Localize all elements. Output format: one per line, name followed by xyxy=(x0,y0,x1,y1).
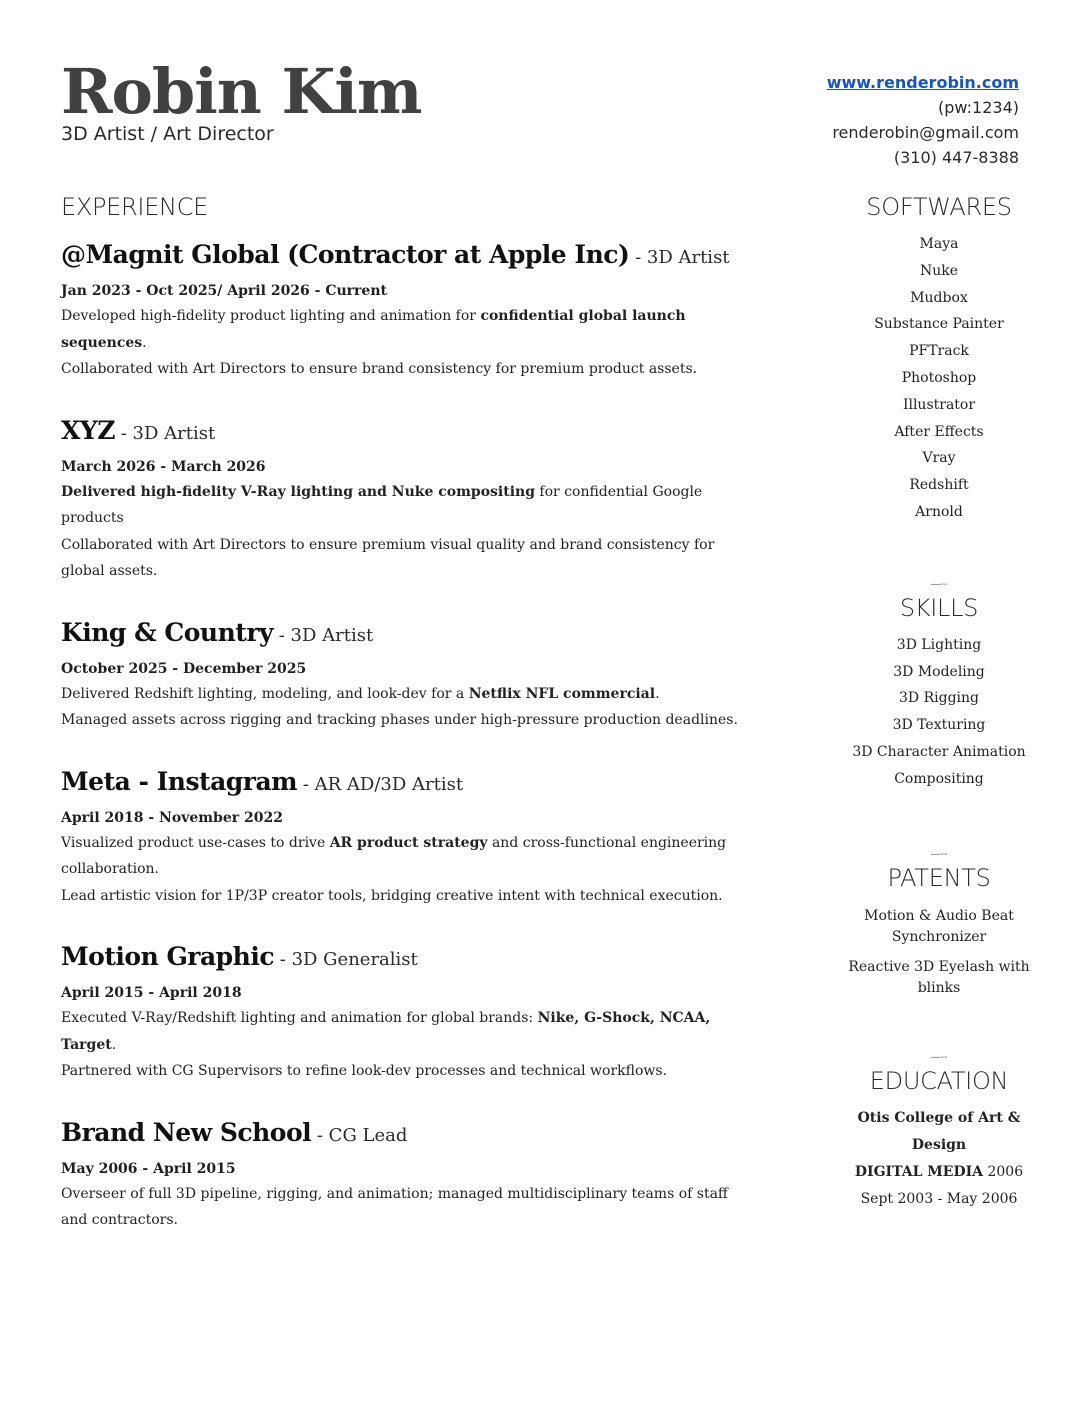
highlight-text: Nike, G-Shock, NCAA, Target xyxy=(61,1010,711,1053)
job-dates: October 2025 - December 2025 xyxy=(61,660,307,677)
job-role: - 3D Artist xyxy=(115,422,216,444)
software-item: Photoshop xyxy=(901,369,977,386)
email-text: renderobin@gmail.com xyxy=(832,123,1019,142)
description-line xyxy=(61,1181,741,1234)
software-item: Redshift xyxy=(909,477,969,494)
software-item: Arnold xyxy=(915,503,963,520)
job-dates: March 2026 - March 2026 xyxy=(61,458,266,475)
patent-item: Motion & Audio Beat Synchronizer xyxy=(864,907,1014,945)
job-entry xyxy=(61,415,741,585)
description-line xyxy=(61,681,741,708)
job-entry xyxy=(61,1117,741,1234)
software-item: PFTrack xyxy=(909,343,969,360)
description-text: Executed V-Ray/Redshift lighting and animation for global brands: xyxy=(61,1010,538,1026)
job-description xyxy=(61,479,741,585)
job-company: @Magnit Global (Contractor at Apple Inc) xyxy=(61,240,630,269)
description-text: Partnered with CG Supervisors to refine look-dev processes and technical workflows. xyxy=(61,1063,668,1079)
job-role: - 3D Generalist xyxy=(274,949,418,970)
job-entry xyxy=(61,617,741,734)
patent-item: Reactive 3D Eyelash with blinks xyxy=(848,958,1030,996)
description-text: Collaborated with Art Directors to ensure brand consistency for premium product assets. xyxy=(61,361,698,377)
job-role: - AR AD/3D Artist xyxy=(297,773,464,795)
degree-year: 2006 xyxy=(983,1163,1024,1180)
contact-block xyxy=(827,70,1019,170)
job-header xyxy=(61,941,741,976)
school-name: Otis College of Art & Design xyxy=(857,1109,1021,1153)
job-dates: May 2006 - April 2015 xyxy=(61,1160,236,1177)
description-text: Developed high-fidelity product lighting and animation for xyxy=(61,308,481,324)
description-text: Managed assets across rigging and tracking phases under high-pressure production deadlines. xyxy=(61,712,738,728)
software-item: Vray xyxy=(922,450,956,467)
phone-text: (310) 447-8388 xyxy=(893,148,1019,167)
job-header xyxy=(61,415,741,450)
degree-major: DIGITAL MEDIA xyxy=(854,1163,984,1180)
description-line xyxy=(61,707,741,734)
skill-item: 3D Rigging xyxy=(899,690,979,707)
description-line xyxy=(61,303,741,356)
website-link[interactable]: www.renderobin.com xyxy=(826,73,1019,92)
job-role: - CG Lead xyxy=(311,1124,408,1146)
job-company: Meta - Instagram xyxy=(61,766,298,796)
experience-heading: EXPERIENCE xyxy=(61,193,209,221)
description-line xyxy=(61,1005,741,1058)
section-divider: —-- xyxy=(930,1051,948,1063)
skill-item: 3D Character Animation xyxy=(852,743,1026,760)
software-item: Illustrator xyxy=(902,396,976,413)
job-dates: April 2015 - April 2018 xyxy=(61,985,242,1001)
highlight-text: confidential global launch sequences xyxy=(61,308,686,351)
description-line xyxy=(61,883,741,910)
job-company: Motion Graphic xyxy=(61,942,275,971)
experience-column xyxy=(61,193,741,1266)
description-text: and cross-functional engineering collaboration. xyxy=(61,834,727,877)
description-line xyxy=(61,532,741,585)
section-divider: —-- xyxy=(930,848,948,860)
description-text: Overseer of full 3D pipeline, rigging, and animation; managed multidisciplinary teams of staff and contractors. xyxy=(61,1185,728,1228)
job-header xyxy=(61,617,741,652)
software-item: After Effects xyxy=(894,423,984,440)
job-company: XYZ xyxy=(61,415,115,445)
softwares-list xyxy=(839,231,1039,526)
skill-item: Compositing xyxy=(894,770,984,787)
job-header xyxy=(61,239,741,274)
highlight-text: Delivered high-fidelity V-Ray lighting and Nuke compositing xyxy=(61,483,535,500)
highlight-text: Netflix NFL commercial xyxy=(468,685,656,702)
skill-item: 3D Lighting xyxy=(896,636,982,653)
education-school xyxy=(839,1105,1039,1159)
job-entry xyxy=(61,766,741,910)
software-item: Nuke xyxy=(919,262,959,279)
job-description xyxy=(61,681,741,734)
description-line xyxy=(61,830,741,883)
description-text: Visualized product use-cases to drive xyxy=(61,834,330,851)
education-heading: EDUCATION xyxy=(869,1066,1009,1095)
job-description xyxy=(61,830,741,910)
education-dates: Sept 2003 - May 2006 xyxy=(860,1190,1018,1207)
job-list xyxy=(61,239,741,1234)
job-entry xyxy=(61,941,741,1085)
software-item: Maya xyxy=(919,236,959,252)
software-item: Substance Painter xyxy=(874,316,1004,333)
job-role: - 3D Artist xyxy=(629,247,730,268)
job-description xyxy=(61,303,741,383)
job-company: Brand New School xyxy=(61,1117,312,1147)
education-degree xyxy=(839,1159,1039,1186)
patents-heading: PATENTS xyxy=(887,863,991,892)
job-dates: April 2018 - November 2022 xyxy=(61,809,283,826)
description-text: Lead artistic vision for 1P/3P creator tools, bridging creative intent with technical execution. xyxy=(61,887,723,904)
description-text: . xyxy=(142,334,147,351)
description-line xyxy=(61,356,741,383)
section-divider: —-- xyxy=(930,578,948,590)
job-company: King & Country xyxy=(61,617,274,647)
skill-item: 3D Modeling xyxy=(893,663,985,680)
description-text: . xyxy=(111,1036,117,1053)
software-item: Mudbox xyxy=(910,289,968,306)
sidebar-column xyxy=(839,193,1039,1213)
skills-heading: SKILLS xyxy=(899,593,979,622)
description-line xyxy=(61,479,741,532)
description-text: Delivered Redshift lighting, modeling, and look-dev for a xyxy=(61,685,469,702)
skills-list xyxy=(839,632,1039,793)
description-text: for confidential Google products xyxy=(61,483,703,526)
job-role: - 3D Artist xyxy=(273,624,374,646)
description-text: . xyxy=(655,685,660,702)
highlight-text: AR product strategy xyxy=(329,834,488,851)
job-header xyxy=(61,1117,741,1152)
description-text: Collaborated with Art Directors to ensure premium visual quality and brand consistency for global assets. xyxy=(61,536,715,579)
job-header xyxy=(61,766,741,801)
password-note: (pw:1234) xyxy=(938,98,1019,117)
job-dates: Jan 2023 - Oct 2025/ April 2026 - Current xyxy=(61,283,387,299)
candidate-title: 3D Artist / Art Director xyxy=(61,123,274,145)
description-line xyxy=(61,1058,741,1085)
job-description xyxy=(61,1005,741,1085)
job-entry xyxy=(61,239,741,383)
skill-item: 3D Texturing xyxy=(892,717,986,734)
job-description xyxy=(61,1181,741,1234)
candidate-name: Robin Kim xyxy=(61,55,422,128)
softwares-heading: SOFTWARES xyxy=(866,193,1012,221)
